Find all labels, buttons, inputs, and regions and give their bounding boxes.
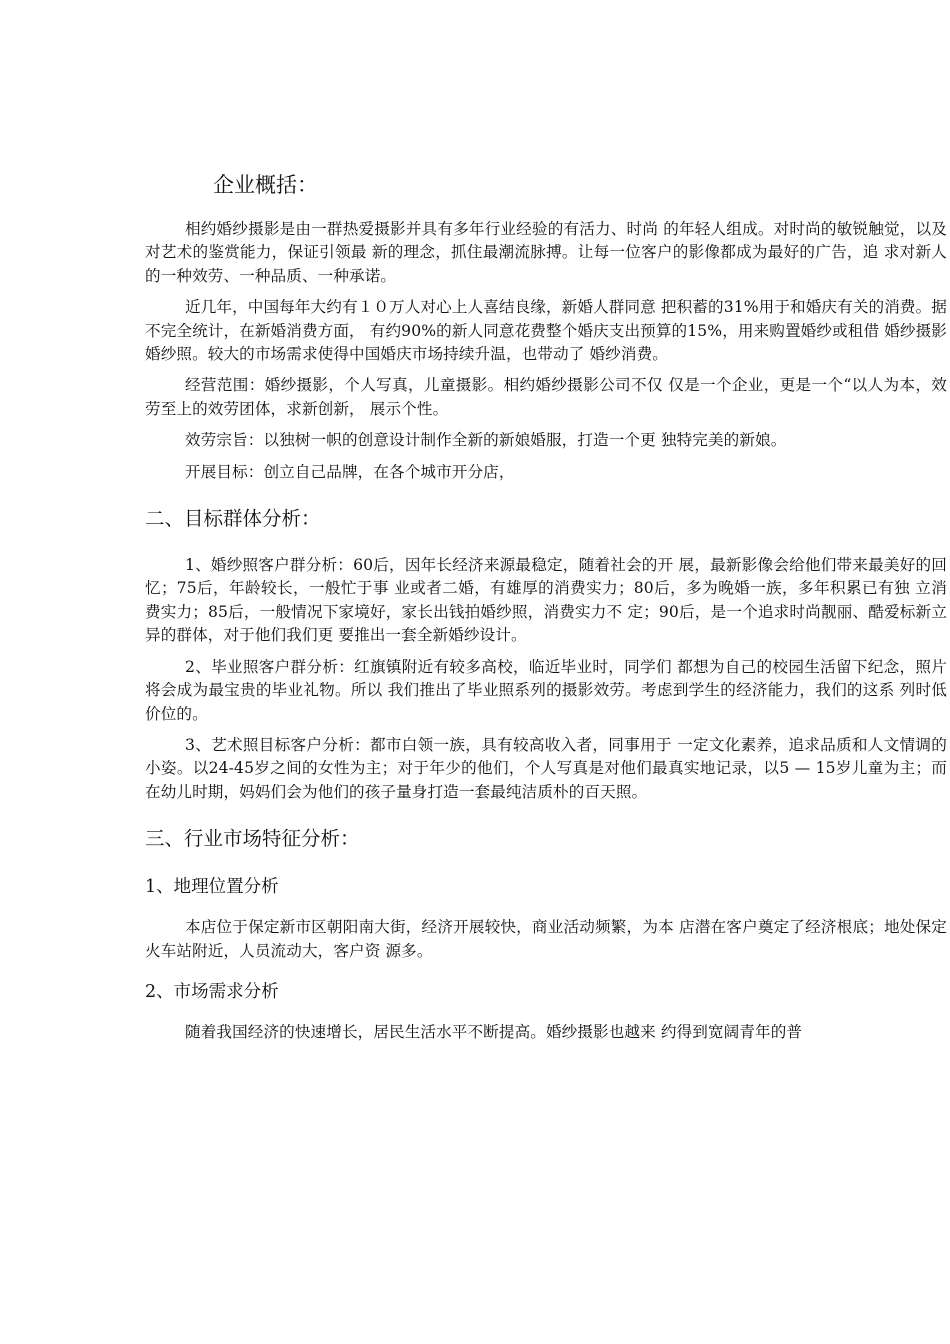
subsection-demand-title: 2、市场需求分析 xyxy=(145,981,279,1002)
section-2-paragraph-3: 3、艺术照目标客户分析：都市白领一族，具有较高收入者，同事用于 一定文化素养，追求品质和人文情调的小姿。以24-45岁之间的女性为主；对于年少的他们，个人写真是对他们最真实地记录，以5 — 15岁儿童为主；而在幼儿时期，妈妈们会为他们的孩子量身打造一套最纯洁质朴的百天照。 xyxy=(145,735,947,801)
section-3-title: 三、行业市场特征分析： xyxy=(145,827,360,851)
section-2-paragraph-2: 2、毕业照客户群分析：红旗镇附近有较多高校，临近毕业时，同学们 都想为自己的校园生活留下纪念，照片将会成为最宝贵的毕业礼物。所以 我们推出了毕业照系列的摄影效劳。考虑到学生的经济能力，我们的这系 列时低价位的。 xyxy=(145,657,947,723)
overview-paragraph-2: 近几年，中国每年大约有１０万人对心上人喜结良缘，新婚人群同意 把积蓄的31%用于和婚庆有关的消费。据不完全统计，在新婚消费方面， 有约90%的新人同意花费整个婚庆支出预算的15%，用来购置婚纱或租借 婚纱摄影婚纱照。较大的市场需求使得中国婚庆市场持续升温，也带动了 婚纱消费。 xyxy=(145,298,947,364)
section-2-paragraph-1: 1、婚纱照客户群分析：60后，因年长经济来源最稳定，随着社会的开 展，最新影像会给他们带来最美好的回忆；75后，年龄较长，一般忙于事 业或者二婚，有雄厚的消费实力；80后，多为晚婚一族，多年积累已有独 立消费实力；85后，一般情况下家境好，家长出钱拍婚纱照，消费实力不 定；90后，是一个追求时尚靓丽、酷爱标新立异的群体，对于他们我们更 要推出一套全新婚纱设计。 xyxy=(145,556,947,645)
overview-title: 企业概括： xyxy=(213,173,318,197)
subsection-location-title: 1、地理位置分析 xyxy=(145,877,279,898)
subsection-demand-paragraph: 随着我国经济的快速增长，居民生活水平不断提高。婚纱摄影也越来 约得到宽阔青年的普 xyxy=(185,1022,803,1041)
overview-paragraph-5: 开展目标：创立自己品牌，在各个城市开分店， xyxy=(185,462,515,481)
overview-paragraph-1: 相约婚纱摄影是由一群热爱摄影并具有多年行业经验的有活力、时尚 的年轻人组成。对时尚的敏锐触觉，以及对艺术的鉴赏能力，保证引领最 新的理念，抓住最潮流脉搏。让每一位客户的影像都成为最好的广告，追 求对新人的一种效劳、一种品质、一种承诺。 xyxy=(145,220,947,285)
overview-paragraph-4: 效劳宗旨：以独树一帜的创意设计制作全新的新娘婚服，打造一个更 独特完美的新娘。 xyxy=(185,431,787,450)
document-content xyxy=(145,170,947,1052)
overview-paragraph-3: 经营范围：婚纱摄影，个人写真，儿童摄影。相约婚纱摄影公司不仅 仅是一个企业，更是一个“以人为本，效劳至上的效劳团体，求新创新， 展示个性。 xyxy=(145,376,947,418)
subsection-location-paragraph: 本店位于保定新市区朝阳南大街，经济开展较快，商业活动频繁，为本 店潜在客户奠定了经济根底；地处保定火车站附近，人员流动大，客户资 源多。 xyxy=(145,918,947,960)
section-2-title: 二、目标群体分析： xyxy=(145,507,321,531)
